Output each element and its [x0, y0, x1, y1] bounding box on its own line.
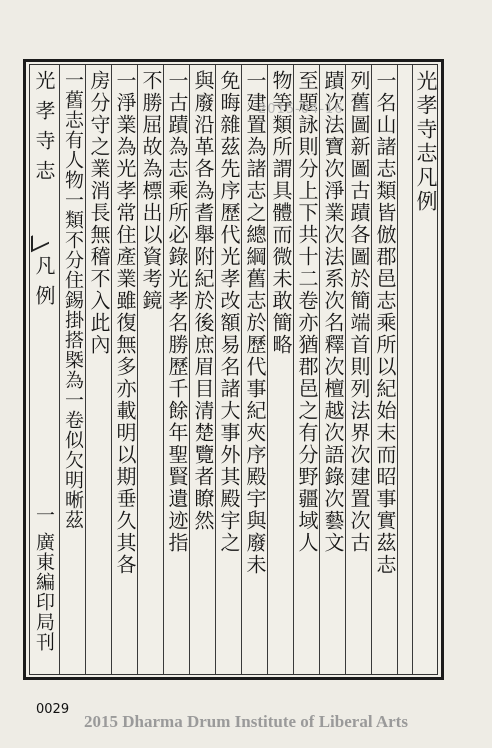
text-column: 物等類所謂具體而微未敢簡略: [269, 70, 293, 356]
text-column: 免晦雜茲先序歷代光孝改額易名諸大事外其殿宇之: [217, 70, 241, 554]
text-column: 蹟次法寶次淨業次法系次名釋次檀越次語錄次藝文: [321, 70, 345, 554]
page-heading: 光孝寺志凡例: [414, 70, 438, 214]
text-column: 與廢沿革各為耆舉附紀於後庶眉目清楚覽者瞭然: [191, 70, 215, 532]
credit-watermark: 2015 Dharma Drum Institute of Liberal Arts: [84, 712, 408, 731]
margin-page-number: 一: [33, 505, 55, 525]
text-column: 房分守之業消長無稽不入此內: [87, 70, 111, 356]
scan-page-number: 0029: [36, 702, 70, 717]
text-column: 不勝屈故為標出以資考鏡: [139, 70, 163, 312]
text-column: 至題詠則分上下共十二卷亦猶郡邑之有分野疆域人: [295, 70, 319, 554]
text-column: 一名山諸志類皆倣郡邑志乘所以紀始末而昭事實茲志: [373, 70, 397, 576]
watermark-date: 2015-04-16: [258, 102, 344, 117]
margin-publisher: 廣東編印局刊: [33, 532, 55, 652]
margin-section: 凡例: [32, 255, 56, 315]
margin-book-title: 光孝寺志: [32, 70, 56, 190]
text-column: 列舊圖新圖古蹟各圖於簡端首則列法界次建置次古: [347, 70, 371, 554]
text-column: 一古蹟為志乘所必錄光孝名勝歷千餘年聖賢遺迹指: [165, 70, 189, 554]
text-column: 一淨業為光孝常住產業雖復無多亦載明以期垂久其各: [113, 70, 137, 576]
text-column: 一建置為諸志之總綱舊志於歷代事紀夾序殿宇與廢未: [243, 70, 267, 576]
text-column: 一舊志有人物一類不分住錫掛搭槩為一卷似欠明晰茲: [62, 70, 84, 530]
